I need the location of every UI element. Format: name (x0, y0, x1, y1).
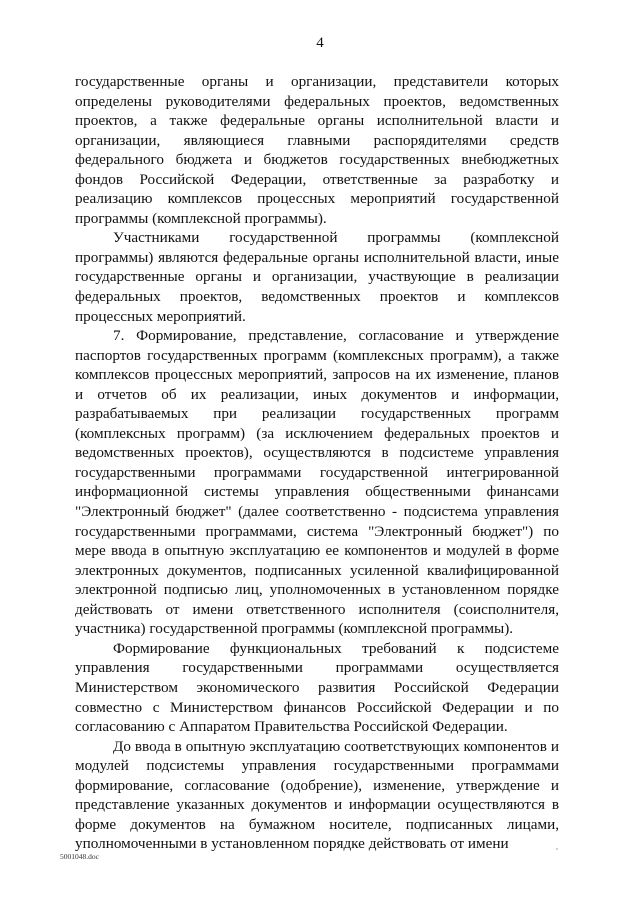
paragraph-participants: Участниками государственной программы (комплексной программы) являются федеральные органы исполнительной власти, иные государственные органы и организации, участвующие в реализации федеральных проектов, ведомственных проектов и комплексов процессных мероприятий. (75, 229, 559, 325)
file-code: 5001048.doc (60, 852, 99, 861)
paragraph-continuation: государственные органы и организации, представители которых определены руководителями федеральных проектов, ведомственных проектов, а также федеральные органы исполнительной власти и организации, являющиеся главными распорядителями средств федерального бюджета и бюджетов государственных внебюджетных фондов Российской Федерации, ответственные за разработку и реализацию комплексов процессных мероприятий государственной программы (комплексной программы). (75, 73, 559, 227)
paragraph-functional-requirements: Формирование функциональных требований к подсистеме управления государственными программами осуществляется Министерством экономического развития Российской Федерации совместно с Министерством финансов Российской Федерации и по согласованию с Аппаратом Правительства Российской Федерации. (75, 639, 559, 736)
document-body (75, 72, 559, 854)
page-number: 4 (316, 35, 324, 51)
paragraph-item-7: 7. Формирование, представление, согласование и утверждение паспортов государственных программ (комплексных программ), а также комплексов процессных мероприятий, запросов на их изменение, планов и отчетов об их реализации, иных документов и информации, разрабатываемых при реализации государственных программ (комплексных программ) (за исключением федеральных проектов и ведомственных проектов), осуществляются в подсистеме управления государственными программами государственной интегрированной информационной системы управления общественными финансами "Электронный бюджет" (далее соответственно - подсистема управления государственными программами, система "Электронный бюджет") по мере ввода в опытную эксплуатацию ее компонентов и модулей в форме электронных документов, подписанных усиленной квалифицированной электронной подписью лиц, уполномоченных в установленном порядке действовать от имени ответственного исполнителя (соисполнителя, участника) государственной программы (комплексной программы). (75, 327, 559, 638)
scan-mark (556, 848, 558, 850)
paragraph-before-commissioning: До ввода в опытную эксплуатацию соответствующих компонентов и модулей подсистемы управления государственными программами формирование, согласование (одобрение), изменение, утверждение и представление указанных документов и информации осуществляются в форме документов на бумажном носителе, подписанных лицами, уполномоченными в установленном порядке действовать от имени (75, 737, 559, 853)
